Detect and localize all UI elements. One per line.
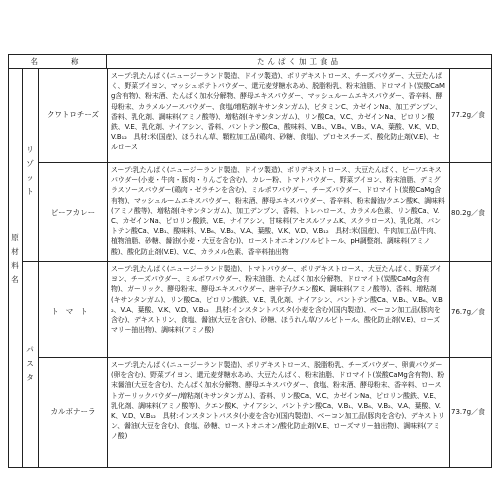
divider [22,68,23,467]
group-label-pasta: パスタ [26,345,34,382]
ingredient-text: スープ:乳たんぱく(ニュージーランド製造)、ポリデキストロース、脱脂粉乳、チーズパウダー、卵黄パウダー(卵を含む)、野菜ブイヨン、還元麦芽糖水あめ、大豆たんぱく、粉末油脂、ドロマイト(炭酸CaMg含有物)、粉末醤油(大豆を含む)、たんぱく加水分解物、酵母エキスパウダー、食塩、粉末酒、酵母粉末、香辛料、ローストガーリックパウダー/増粘剤(キサンタンガム)、香料、リン酸Ca、V.C、カゼインNa、ピロリン酸鉄、V.E、乳化剤、調味料(アミノ酸等)、クエン酸K、ナイアシン、パントテン酸Ca、V.B₁、V.B₆、V.B₂、V.A、葉酸、V.K、V.D、V.B₁₂ 具材:インスタントパスタ(小麦を含む)(国内製造)、ベーコン加工品(豚肉を含む)、デキストリン、醤油(大豆を含む)、食塩、砂糖、ローストオニオン/酸化防止剤(V.E、ローズマリー抽出物)、調味料(アミノ酸) [111,361,445,441]
divider [449,68,450,467]
ingredient-text: スープ:乳たんぱく(ニュージーランド製造、ドイツ製造)、ポリデキストロース、大豆たんぱく、ビーフエキスパウダー(小麦・牛肉・豚肉・りんごを含む)、カレー粉、トマトパウダー、野菜ブイヨン、粉末油脂、デミグラスソースパウダー(鶏肉・ゼラチンを含む)、ミルポワパウダー、チーズパウダー、ドロマイト(炭酸CaMg含有物)、マッシュルームエキスパウダー、粉末酒、酵母エキスパウダー、香辛料、粉末醤油/クエン酸K、調味料(アミノ酸等)、増粘剤(キサンタンガム)、加工デンプン、香料、トレハロース、カラメル色素、リン酸Ca、V.C、カゼインNa、ピロリン酸鉄、V.E、ナイアシン、甘味料(アセスルファムK、スクラロース)、乳化剤、パントテン酸Ca、V.B₁、酸味料、V.B₆、V.B₂、V.A、葉酸、V.K、V.D、V.B₁₂ 具材:米(国産)、牛肉加工品(牛肉、植物油脂、砂糖、醤油(小麦・大豆を含む))、ローストオニオン/ソルビトール、pH調整剤、調味料(アミノ酸)、酸化防止剤(V.E)、V.C、カラメル色素、香辛料抽出物 [111,166,445,256]
product-name: カルボナーラ [50,407,96,416]
amount-per-serving: 77.2g／食 [451,111,486,119]
ingredient-text: スープ:乳たんぱく(ニュージーランド製造)、トマトパウダー、ポリデキストロース、大豆たんぱく、野菜ブイヨン、チーズパウダー、ミルポワパウダー、粉末油脂、たんぱく加水分解物、ドロマイト(炭酸CaMg含有物)、ガーリック、酵母粉末、酵母エキスパウダー、唐辛子/クエン酸K、調味料(アミノ酸等)、香料、増粘剤(キサンタンガム)、リン酸Ca、ピロリン酸鉄、V.E、乳化剤、ナイアシン、パントテン酸Ca、V.B₁、V.B₆、V.B₂、V.A、葉酸、V.K、V.D、V.B₁₂ 具材:インスタントパスタ(小麦を含む)(国内製造)、ベーコン加工品(豚肉を含む)、デキストリン、食塩、醤油(大豆を含む)、砂糖、ほうれん草/ソルビトール、酸化防止剤(V.E)、ローズマリー抽出物)、調味料(アミノ酸) [111,265,443,335]
product-name: トマト [51,307,95,316]
side-label: 原材料名 [11,233,19,284]
amount-per-serving: 76.7g／食 [451,308,486,316]
ingredients-table [8,54,492,468]
divider [38,162,491,163]
divider [38,357,491,358]
amount-per-serving: 73.7g／食 [451,408,486,416]
divider [23,261,491,262]
table-header [9,55,491,69]
product-name: クワトロチーズ [46,110,100,119]
ingredient-text: スープ:乳たんぱく(ニュージーランド製造、ドイツ製造)、ポリデキストロース、チーズパウダー、大豆たんぱく、野菜ブイヨン、マッシュポテトパウダー、還元麦芽糖水あめ、脱脂粉乳、粉末油脂、ドロマイト(炭酸CaMg含有物)、粉末酒、たんぱく加水分解物、酵母エキスパウダー、マッシュルームエキスパウダー、香辛料、酵母粉末、カラメルソースパウダー、食塩/増粘剤(キサンタンガム)、ビタミンC、カゼインNa、加工デンプン、香料、乳化剤、調味料(アミノ酸等)、増粘剤(キサンタンガム)、リン酸Ca、V.C、カゼインNa、ピロリン酸鉄、V.E、乳化剤、ナイアシン、香料、パントテン酸Ca、酸味料、V.B₁、V.B₆、V.B₂、V.A、葉酸、V.K、V.D、V.B₁₂ 具材:米(国産)、ほうれん草、顆粒加工品(鶏肉、砂糖、食塩)、プロセスチーズ、酸化防止剤(V.E)、セルロース [111,72,445,152]
header-product: たんぱく加工食品 [257,57,341,66]
divider [107,68,108,467]
group-label-risotto: リゾット [26,145,34,196]
product-name: ビーフカレー [50,208,96,217]
header-name: 名 称 [9,55,107,68]
amount-per-serving: 80.2g／食 [451,209,486,217]
